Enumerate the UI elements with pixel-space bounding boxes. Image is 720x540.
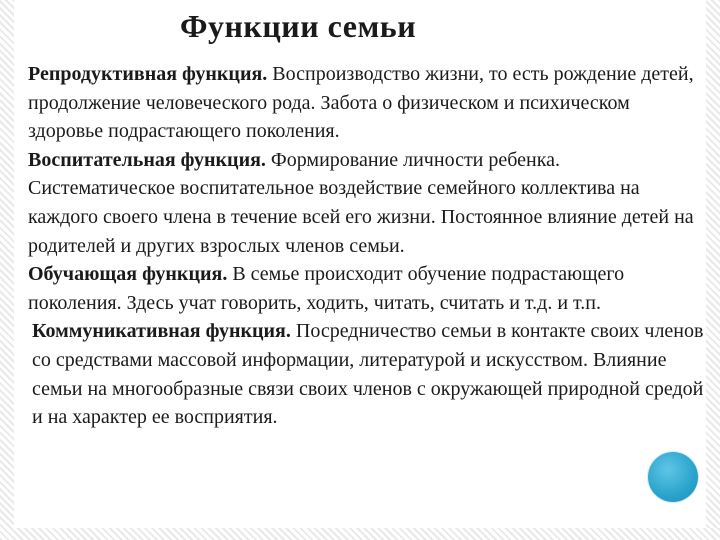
section-communicative xyxy=(28,317,708,431)
slide-content xyxy=(28,60,708,432)
slide xyxy=(14,0,706,528)
slide-title: Функции семьи xyxy=(180,8,417,44)
section-term: Репродуктивная функция. xyxy=(28,63,268,85)
section-term: Воспитательная функция. xyxy=(28,148,266,171)
decorative-frame-left xyxy=(0,0,14,540)
section-term: Коммуникативная функция. xyxy=(32,320,291,343)
section-reproductive xyxy=(28,60,708,146)
section-term: Обучающая функция. xyxy=(28,263,228,286)
decorative-frame-bottom xyxy=(0,528,720,540)
section-teaching xyxy=(28,260,708,317)
section-text: Формирование личности ребенка. Систематическое воспитательное воздействие семейного коллектива на каждого своего члена в течение всей его жизни. Постоянное влияние детей на родителей и других взрослых членов семьи. xyxy=(28,148,694,257)
section-text: В семье происходит обучение подрастающего поколения. Здесь учат говорить, ходить, читать, считать и т.д. и т.п. xyxy=(28,263,625,314)
decorative-frame-right xyxy=(706,0,720,540)
decorative-circle xyxy=(648,452,698,502)
section-text: Посредничество семьи в контакте своих членов со средствами массовой информации, литературой и искусством. Влияние семьи на многообразные связи своих членов с окружающей природной средой и на характер ее восприятия. xyxy=(32,320,704,429)
section-educational xyxy=(28,146,708,260)
section-text: Воспроизводство жизни, то есть рождение детей, продолжение человеческого рода. Забота о физическом и психическом здоровье подрастающего поколения. xyxy=(28,63,694,143)
